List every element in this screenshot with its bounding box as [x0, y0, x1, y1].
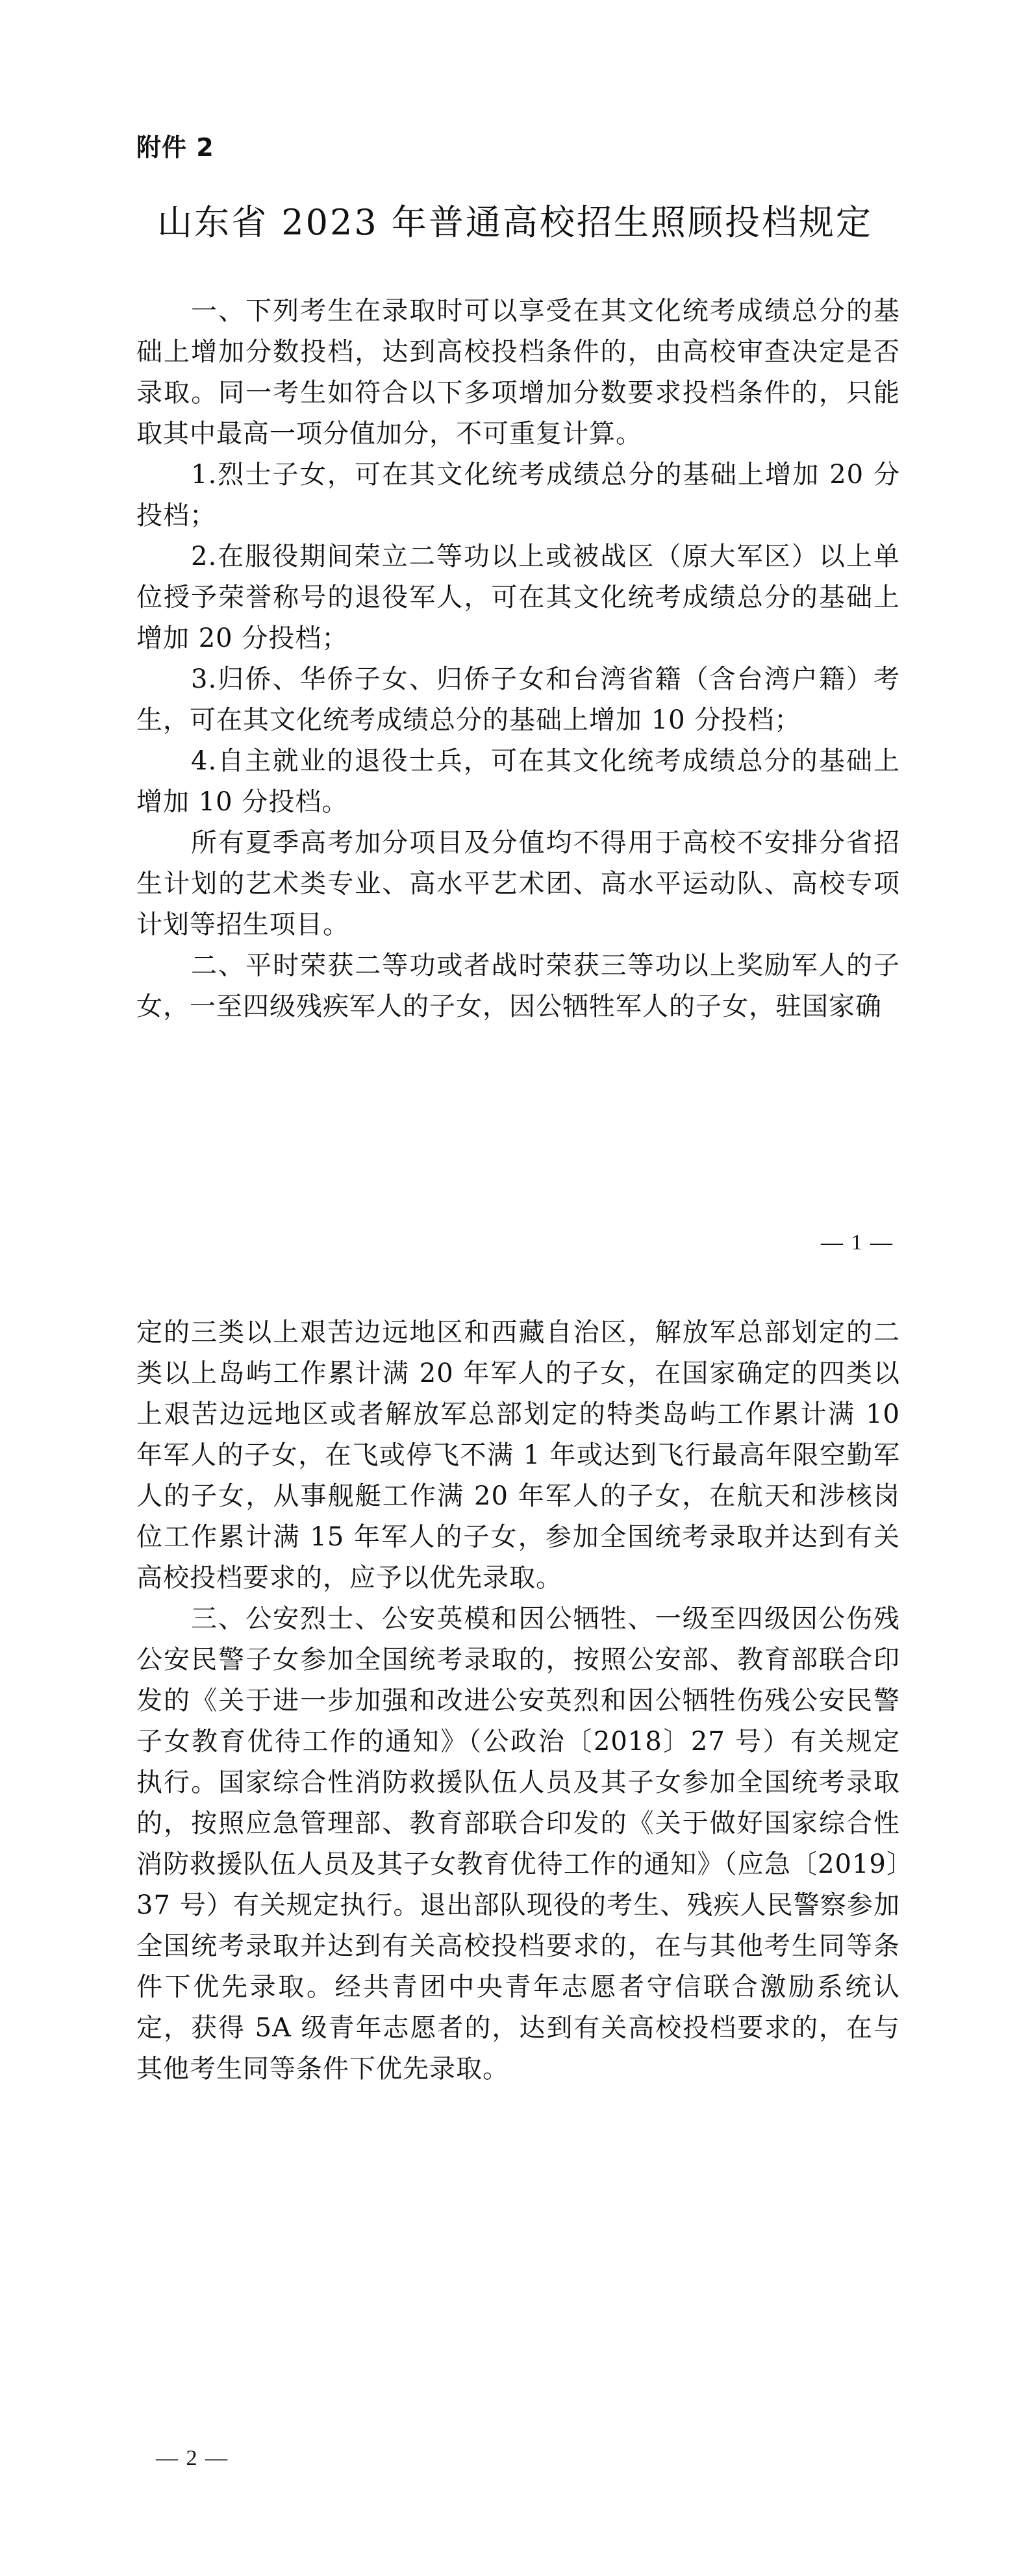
- document-page-2: [0, 1288, 1030, 2576]
- paragraph: 4.自主就业的退役士兵，可在其文化统考成绩总分的基础上增加 10 分投档。: [136, 746, 900, 817]
- paragraph: 2.在服役期间荣立二等功以上或被战区（原大军区）以上单位授予荣誉称号的退役军人，可在其文化统考成绩总分的基础上增加 20 分投档；: [136, 542, 900, 653]
- paragraph: 所有夏季高考加分项目及分值均不得用于高校不安排分省招生计划的艺术类专业、高水平艺术团、高水平运动队、高校专项计划等招生项目。: [136, 828, 900, 940]
- attachment-label: 附件 2: [136, 133, 214, 162]
- paragraph-continued: 定的三类以上艰苦边远地区和西藏自治区，解放军总部划定的二类以上岛屿工作累计满 20 年军人的子女，在国家确定的四类以上艰苦边远地区或者解放军总部划定的特类岛屿工作累计满 10 年军人的子女，在飞或停飞不满 1 年或达到飞行最高年限空勤军人的子女，从事舰艇工作满 20 年军人的子女，在航天和涉核岗位工作累计满 15 年军人的子女，参加全国统考录取并达到有关高校投档要求的，应予以优先录取。: [136, 1318, 900, 1593]
- paragraph: 1.烈士子女，可在其文化统考成绩总分的基础上增加 20 分投档；: [136, 460, 900, 531]
- document-title: 山东省 2023 年普通高校招生照顾投档规定: [157, 202, 873, 243]
- page-1-body: [136, 291, 900, 1027]
- paragraph: 二、平时荣获二等功或者战时荣获三等功以上奖励军人的子女，一至四级残疾军人的子女，因公牺牲军人的子女，驻国家确: [136, 951, 900, 1021]
- paragraph: 3.归侨、华侨子女、归侨子女和台湾省籍（含台湾户籍）考生，可在其文化统考成绩总分的基础上增加 10 分投档；: [136, 664, 900, 735]
- paragraph: 一、下列考生在录取时可以享受在其文化统考成绩总分的基础上增加分数投档，达到高校投档条件的，由高校审查决定是否录取。同一考生如符合以下多项增加分数要求投档条件的，只能取其中最高一项分值加分，不可重复计算。: [136, 296, 900, 449]
- page-number: — 1 —: [821, 1231, 894, 1255]
- page-number: — 2 —: [156, 2446, 229, 2470]
- page-2-body: [136, 1312, 900, 2090]
- paragraph: 三、公安烈士、公安英模和因公牺牲、一级至四级因公伤残公安民警子女参加全国统考录取的，按照公安部、教育部联合印发的《关于进一步加强和改进公安英烈和因公牺牲伤残公安民警子女教育优待工作的通知》（公政治〔2018〕27 号）有关规定执行。国家综合性消防救援队伍人员及其子女参加全国统考录取的，按照应急管理部、教育部联合印发的《关于做好国家综合性消防救援队伍人员及其子女教育优待工作的通知》（应急〔2019〕37 号）有关规定执行。退出部队现役的考生、残疾人民警察参加全国统考录取并达到有关高校投档要求的，在与其他考生同等条件下优先录取。经共青团中央青年志愿者守信联合激励系统认定，获得 5A 级青年志愿者的，达到有关高校投档要求的，在与其他考生同等条件下优先录取。: [136, 1604, 900, 2084]
